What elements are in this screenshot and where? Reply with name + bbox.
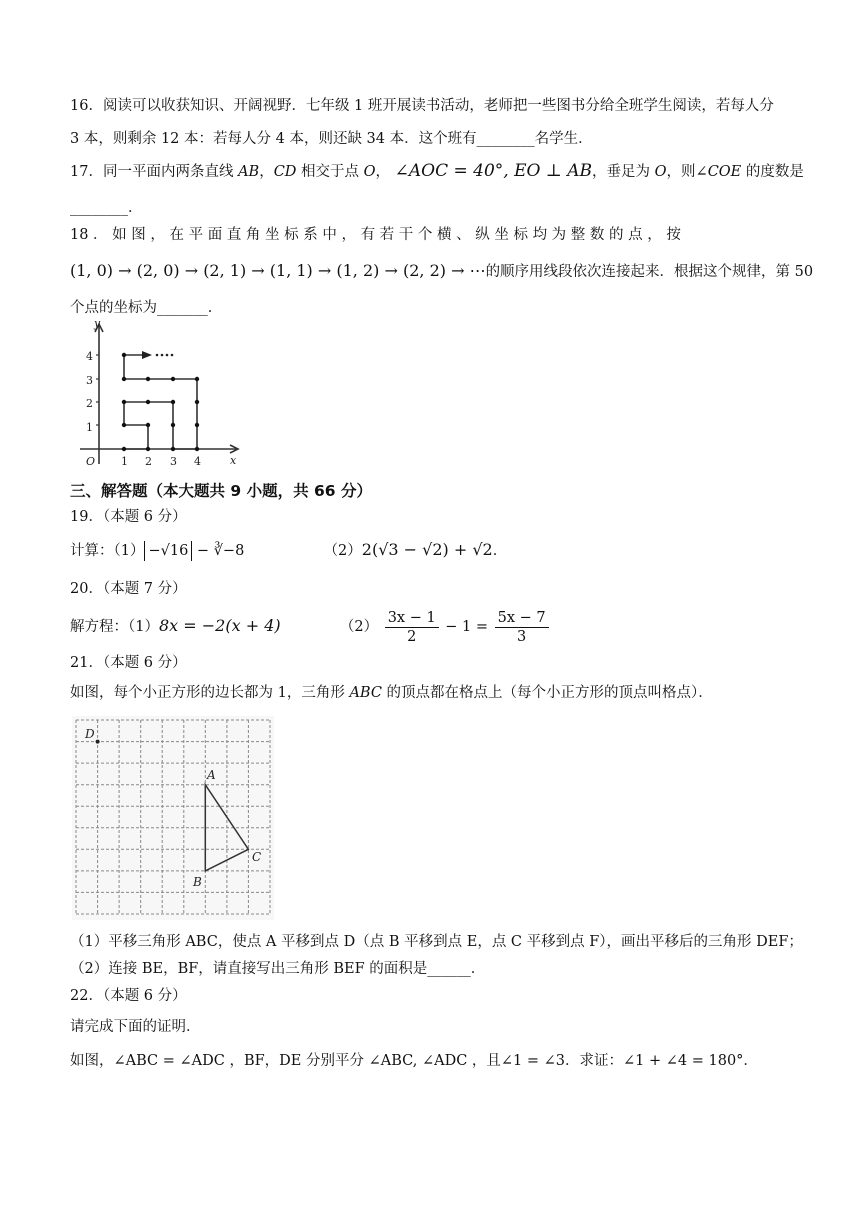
q20-den2: 3 <box>517 628 527 645</box>
q17-mid2: ，垂足为 <box>592 164 655 180</box>
q18-line1: 18 ． 如 图 ， 在 平 面 直 角 坐 标 系 中 ， 有 若 干 个 横 、 纵 坐 标 均 为 整 数 的 点 ， 按 <box>70 227 681 243</box>
q20-p1-expr: 8x = −2(x + 4) <box>158 616 281 635</box>
q19-header: 19．（本题 6 分） <box>70 509 187 525</box>
q20-p2-label: （2） <box>339 619 379 635</box>
x-tick-4: 4 <box>194 455 201 468</box>
q22-body: 如图，∠ABC = ∠ADC ，BF，DE 分别平分 ∠ABC, ∠ADC ，且∠1 = ∠3．求证：∠1 + ∠4 = 180°． <box>70 1053 758 1069</box>
q17-angle-expr: ∠AOC = 40°, EO ⊥ AB <box>394 161 593 181</box>
q17-comma: ， <box>375 164 391 180</box>
q21-intro-b: 的顶点都在格点上（每个小正方形的顶点叫格点）． <box>381 685 713 701</box>
q17-suffix: 的度数是 <box>741 164 804 180</box>
q19-p2-expr: 2(√3 − √2) + √2 <box>361 540 493 559</box>
q19-p1-tail: − ∛−8 <box>192 543 245 559</box>
y-tick-3: 3 <box>86 374 93 387</box>
q18-sequence: (1, 0) → (2, 0) → (2, 1) → (1, 1) → (1, 2) → (2, 2) → ⋯ <box>70 261 486 280</box>
q17-ab: AB <box>238 164 260 180</box>
origin-label: O <box>86 455 96 468</box>
spiral-path <box>124 355 197 449</box>
x-tick-3: 3 <box>170 455 177 468</box>
label-d: D <box>85 727 95 741</box>
q20-body <box>70 606 551 647</box>
path-arrow-head <box>142 351 152 359</box>
q21-intro-a: 如图，每个小正方形的边长都为 1，三角形 <box>70 685 350 701</box>
q20-p2-mid: − 1 = <box>440 619 493 635</box>
q20-fraction-right <box>495 609 549 646</box>
q17-mid: 相交于点 <box>296 164 364 180</box>
y-tick-2: 2 <box>86 397 93 410</box>
q17-mid3: ，则∠ <box>666 164 708 180</box>
q17-o: O <box>363 164 376 180</box>
q19-body <box>70 539 507 562</box>
q18-coordinate-figure <box>70 318 250 476</box>
q18-line2 <box>70 260 813 283</box>
label-c: C <box>252 850 262 864</box>
q17-blank: ________． <box>70 200 143 216</box>
q19-p2-end: ． <box>492 543 508 559</box>
q19-p2-label: （2） <box>323 543 362 559</box>
y-tick-4: 4 <box>86 350 93 363</box>
q18-seq-suffix: 的顺序用线段依次连接起来．根据这个规律，第 50 <box>485 264 814 280</box>
q17-line1 <box>70 160 804 183</box>
q20-header: 20．（本题 7 分） <box>70 581 187 597</box>
x-axis-label: x <box>230 454 237 467</box>
q18-line3: 个点的坐标为_______． <box>70 300 223 316</box>
q17-sep: ， <box>259 164 274 180</box>
q16-line1: 16．阅读可以收获知识、开阔视野．七年级 1 班开展读书活动，老师把一些图书分给全班学生阅读，若每人分 <box>70 98 774 114</box>
label-b: B <box>193 875 202 889</box>
q21-header: 21．（本题 6 分） <box>70 655 187 671</box>
section3-title: 三、解答题（本大题共 9 小题，共 66 分） <box>70 482 372 500</box>
q20-num1: 3x − 1 <box>385 609 439 628</box>
q16-line2: 3 本，则剩余 12 本：若每人分 4 本，则还缺 34 本．这个班有________名学生． <box>70 131 593 147</box>
x-tick-2: 2 <box>145 455 152 468</box>
q20-fraction-left <box>385 609 439 646</box>
y-tick-1: 1 <box>86 421 93 434</box>
q21-abc: ABC <box>349 685 382 701</box>
q19-p1-abs: −√16 <box>144 541 192 561</box>
q17-cd: CD <box>273 164 297 180</box>
q17-o2: O <box>654 164 667 180</box>
q19-prefix: 计算：（1） <box>70 543 145 559</box>
q20-den1: 2 <box>407 628 417 645</box>
q21-intro <box>70 682 713 704</box>
q17-coe: COE <box>707 164 742 180</box>
q21-grid-figure <box>72 716 274 920</box>
label-a: A <box>207 768 216 782</box>
q21-sub1: （1）平移三角形 ABC，使点 A 平移到点 D（点 B 平移到点 E，点 C 平移到点 F），画出平移后的三角形 DEF； <box>70 934 803 950</box>
q22-header: 22．（本题 6 分） <box>70 988 187 1004</box>
q21-sub2: （2）连接 BE，BF，请直接写出三角形 BEF 的面积是______． <box>70 961 486 977</box>
y-axis-label: y <box>94 318 101 330</box>
q20-prefix: 解方程：（1） <box>70 619 159 635</box>
x-tick-1: 1 <box>121 455 128 468</box>
q17-prefix: 17．同一平面内两条直线 <box>70 164 239 180</box>
point-d <box>96 740 100 744</box>
path-continuation-dots <box>156 354 174 357</box>
q20-num2: 5x − 7 <box>495 609 549 628</box>
q22-intro: 请完成下面的证明． <box>70 1019 201 1035</box>
